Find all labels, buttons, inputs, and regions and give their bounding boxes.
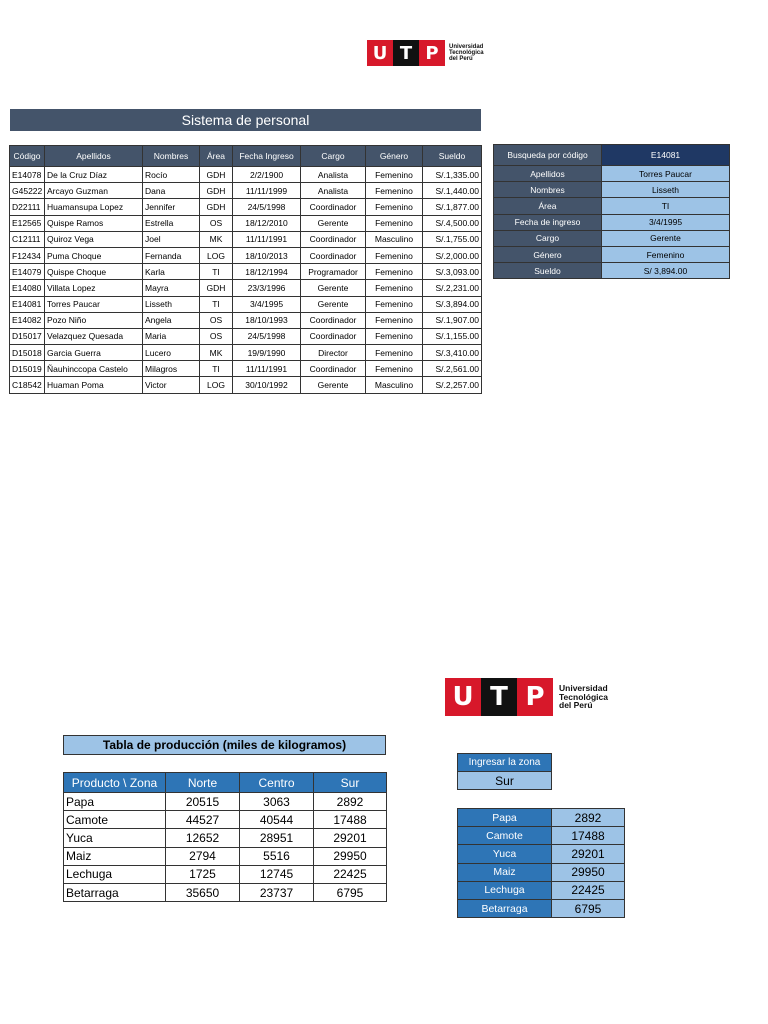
cell-area: GDH: [200, 183, 233, 199]
cell-area: MK: [200, 231, 233, 247]
logo-text: Universidad Tecnológica del Perú: [559, 682, 608, 711]
result-product: Papa: [458, 809, 552, 827]
cell-apellidos: Torres Paucar: [45, 296, 143, 312]
search-field-row: [494, 214, 730, 230]
cell-genero: Femenino: [366, 296, 423, 312]
cell-producto: Betarraga: [64, 883, 166, 901]
cell-codigo: D15017: [10, 328, 45, 344]
cell-cargo: Coordinador: [301, 199, 366, 215]
cell-producto: Camote: [64, 811, 166, 829]
cell-sueldo: S/.3,093.00: [423, 264, 482, 280]
production-title: Tabla de producción (miles de kilogramos): [63, 735, 386, 755]
cell-sueldo: S/.2,231.00: [423, 280, 482, 296]
cell-nombres: Karla: [143, 264, 200, 280]
cell-genero: Femenino: [366, 199, 423, 215]
table-row: [10, 231, 482, 247]
table-row: [458, 881, 625, 899]
cell-area: TI: [200, 264, 233, 280]
search-field-row: [494, 198, 730, 214]
cell-norte: 20515: [166, 793, 240, 811]
cell-norte: 1725: [166, 865, 240, 883]
result-value: 6795: [552, 899, 625, 917]
cell-norte: 12652: [166, 829, 240, 847]
cell-fecha: 3/4/1995: [233, 296, 301, 312]
search-field-label: Género: [494, 246, 602, 262]
result-value: 2892: [552, 809, 625, 827]
zone-label: Ingresar la zona: [458, 754, 552, 772]
cell-fecha: 2/2/1900: [233, 167, 301, 183]
col-header-producto: Producto \ Zona: [64, 773, 166, 793]
table-row: [10, 328, 482, 344]
cell-nombres: Mayra: [143, 280, 200, 296]
search-field-value: TI: [602, 198, 730, 214]
search-field-value: Gerente: [602, 230, 730, 246]
cell-producto: Lechuga: [64, 865, 166, 883]
cell-cargo: Gerente: [301, 377, 366, 393]
result-product: Betarraga: [458, 899, 552, 917]
cell-sueldo: S/.1,440.00: [423, 183, 482, 199]
cell-nombres: Lucero: [143, 345, 200, 361]
table-row: [64, 883, 387, 901]
cell-fecha: 11/11/1991: [233, 361, 301, 377]
cell-apellidos: Villata Lopez: [45, 280, 143, 296]
cell-area: LOG: [200, 377, 233, 393]
table-row: [10, 280, 482, 296]
table-row: [10, 361, 482, 377]
search-field-value: S/ 3,894.00: [602, 263, 730, 279]
table-row: [10, 167, 482, 183]
cell-apellidos: De la Cruz Díaz: [45, 167, 143, 183]
result-value: 22425: [552, 881, 625, 899]
table-row: [10, 215, 482, 231]
cell-area: TI: [200, 361, 233, 377]
table-row: [10, 247, 482, 263]
col-header-sueldo: Sueldo: [423, 146, 482, 167]
cell-genero: Femenino: [366, 167, 423, 183]
cell-fecha: 18/10/1993: [233, 312, 301, 328]
search-field-row: [494, 182, 730, 198]
cell-centro: 28951: [240, 829, 314, 847]
search-field-row: [494, 263, 730, 279]
cell-apellidos: Arcayo Guzman: [45, 183, 143, 199]
cell-apellidos: Quispe Ramos: [45, 215, 143, 231]
col-header-sur: Sur: [314, 773, 387, 793]
cell-sueldo: S/.3,410.00: [423, 345, 482, 361]
cell-cargo: Director: [301, 345, 366, 361]
cell-codigo: E14082: [10, 312, 45, 328]
search-field-row: [494, 230, 730, 246]
result-value: 29950: [552, 863, 625, 881]
cell-cargo: Coordinador: [301, 231, 366, 247]
search-field-value: 3/4/1995: [602, 214, 730, 230]
cell-nombres: Rocío: [143, 167, 200, 183]
col-header-nombres: Nombres: [143, 146, 200, 167]
cell-area: MK: [200, 345, 233, 361]
cell-sur: 17488: [314, 811, 387, 829]
cell-centro: 3063: [240, 793, 314, 811]
cell-codigo: C18542: [10, 377, 45, 393]
table-row: [458, 845, 625, 863]
cell-codigo: D15019: [10, 361, 45, 377]
cell-genero: Femenino: [366, 215, 423, 231]
cell-area: TI: [200, 296, 233, 312]
search-field-label: Área: [494, 198, 602, 214]
col-header-genero: Género: [366, 146, 423, 167]
col-header-apellidos: Apellidos: [45, 146, 143, 167]
search-field-value: Torres Paucar: [602, 166, 730, 182]
cell-cargo: Analista: [301, 183, 366, 199]
cell-genero: Femenino: [366, 328, 423, 344]
cell-area: OS: [200, 328, 233, 344]
cell-fecha: 23/3/1996: [233, 280, 301, 296]
cell-fecha: 24/5/1998: [233, 328, 301, 344]
search-field-row: [494, 246, 730, 262]
cell-nombres: Maria: [143, 328, 200, 344]
cell-area: OS: [200, 215, 233, 231]
cell-apellidos: Huamansupa Lopez: [45, 199, 143, 215]
staff-header-row: [10, 146, 482, 167]
cell-sur: 22425: [314, 865, 387, 883]
cell-producto: Maiz: [64, 847, 166, 865]
logo-letter-t: T: [393, 40, 419, 66]
cell-fecha: 11/11/1999: [233, 183, 301, 199]
search-code-input[interactable]: E14081: [602, 145, 730, 166]
result-value: 29201: [552, 845, 625, 863]
table-row: [64, 865, 387, 883]
search-field-value: Lisseth: [602, 182, 730, 198]
cell-nombres: Dana: [143, 183, 200, 199]
cell-genero: Femenino: [366, 312, 423, 328]
table-row: [64, 811, 387, 829]
production-header-row: [64, 773, 387, 793]
cell-cargo: Programador: [301, 264, 366, 280]
cell-apellidos: Velazquez Quesada: [45, 328, 143, 344]
cell-nombres: Victor: [143, 377, 200, 393]
cell-fecha: 18/12/1994: [233, 264, 301, 280]
cell-sueldo: S/.2,257.00: [423, 377, 482, 393]
cell-codigo: G45222: [10, 183, 45, 199]
cell-genero: Femenino: [366, 264, 423, 280]
cell-sur: 2892: [314, 793, 387, 811]
cell-cargo: Gerente: [301, 215, 366, 231]
search-field-label: Fecha de ingreso: [494, 214, 602, 230]
cell-codigo: E12565: [10, 215, 45, 231]
cell-nombres: Fernanda: [143, 247, 200, 263]
cell-norte: 35650: [166, 883, 240, 901]
table-row: [10, 199, 482, 215]
cell-fecha: 24/5/1998: [233, 199, 301, 215]
cell-producto: Papa: [64, 793, 166, 811]
cell-sueldo: S/.1,155.00: [423, 328, 482, 344]
logo-text: Universidad Tecnológica del Perú: [449, 43, 484, 63]
search-header-label: Busqueda por código: [494, 145, 602, 166]
cell-fecha: 11/11/1991: [233, 231, 301, 247]
cell-centro: 23737: [240, 883, 314, 901]
cell-area: OS: [200, 312, 233, 328]
search-field-value: Femenino: [602, 246, 730, 262]
cell-genero: Femenino: [366, 280, 423, 296]
cell-apellidos: Quiroz Vega: [45, 231, 143, 247]
cell-sur: 29950: [314, 847, 387, 865]
col-header-fecha: Fecha Ingreso: [233, 146, 301, 167]
col-header-area: Área: [200, 146, 233, 167]
zone-query-table: [457, 753, 552, 790]
search-field-row: [494, 166, 730, 182]
cell-area: GDH: [200, 280, 233, 296]
table-row: [10, 312, 482, 328]
search-table: [493, 144, 730, 279]
cell-area: GDH: [200, 199, 233, 215]
cell-sueldo: S/.1,877.00: [423, 199, 482, 215]
cell-apellidos: Puma Choque: [45, 247, 143, 263]
cell-nombres: Lisseth: [143, 296, 200, 312]
production-table: [63, 772, 387, 902]
table-row: [10, 296, 482, 312]
table-row: [10, 183, 482, 199]
cell-sur: 29201: [314, 829, 387, 847]
col-header-centro: Centro: [240, 773, 314, 793]
table-row: [458, 863, 625, 881]
cell-norte: 44527: [166, 811, 240, 829]
table-row: [64, 793, 387, 811]
cell-genero: Masculino: [366, 231, 423, 247]
cell-codigo: E14081: [10, 296, 45, 312]
cell-fecha: 19/9/1990: [233, 345, 301, 361]
search-field-label: Apellidos: [494, 166, 602, 182]
result-product: Maiz: [458, 863, 552, 881]
cell-genero: Femenino: [366, 345, 423, 361]
cell-cargo: Coordinador: [301, 328, 366, 344]
table-row: [458, 827, 625, 845]
result-value: 17488: [552, 827, 625, 845]
cell-fecha: 18/10/2013: [233, 247, 301, 263]
cell-area: LOG: [200, 247, 233, 263]
result-product: Camote: [458, 827, 552, 845]
logo-letter-p: P: [517, 678, 553, 716]
zone-input[interactable]: Sur: [458, 772, 552, 790]
cell-codigo: E14080: [10, 280, 45, 296]
cell-nombres: Joel: [143, 231, 200, 247]
cell-cargo: Gerente: [301, 280, 366, 296]
cell-apellidos: Pozo Niño: [45, 312, 143, 328]
cell-fecha: 30/10/1992: [233, 377, 301, 393]
cell-apellidos: Garcia Guerra: [45, 345, 143, 361]
logo-letter-u: U: [367, 40, 393, 66]
table-row: [10, 264, 482, 280]
cell-cargo: Analista: [301, 167, 366, 183]
cell-producto: Yuca: [64, 829, 166, 847]
cell-sueldo: S/.3,894.00: [423, 296, 482, 312]
cell-genero: Femenino: [366, 247, 423, 263]
cell-sueldo: S/.2,000.00: [423, 247, 482, 263]
cell-nombres: Angela: [143, 312, 200, 328]
search-field-label: Nombres: [494, 182, 602, 198]
staff-title: Sistema de personal: [10, 109, 481, 131]
cell-codigo: E14078: [10, 167, 45, 183]
cell-apellidos: Huaman Poma: [45, 377, 143, 393]
col-header-codigo: Código: [10, 146, 45, 167]
cell-nombres: Milagros: [143, 361, 200, 377]
utp-logo-top: [367, 40, 484, 66]
cell-cargo: Coordinador: [301, 312, 366, 328]
cell-cargo: Coordinador: [301, 247, 366, 263]
cell-sueldo: S/.1,755.00: [423, 231, 482, 247]
table-row: [64, 829, 387, 847]
cell-codigo: D22111: [10, 199, 45, 215]
result-product: Yuca: [458, 845, 552, 863]
cell-genero: Masculino: [366, 377, 423, 393]
cell-cargo: Gerente: [301, 296, 366, 312]
cell-centro: 40544: [240, 811, 314, 829]
cell-nombres: Jennifer: [143, 199, 200, 215]
cell-sueldo: S/.1,907.00: [423, 312, 482, 328]
table-row: [458, 809, 625, 827]
col-header-norte: Norte: [166, 773, 240, 793]
cell-fecha: 18/12/2010: [233, 215, 301, 231]
cell-apellidos: Ñauhinccopa Castelo: [45, 361, 143, 377]
cell-norte: 2794: [166, 847, 240, 865]
cell-nombres: Estrella: [143, 215, 200, 231]
logo-letter-t: T: [481, 678, 517, 716]
search-field-label: Cargo: [494, 230, 602, 246]
cell-apellidos: Quispe Choque: [45, 264, 143, 280]
search-field-label: Sueldo: [494, 263, 602, 279]
col-header-cargo: Cargo: [301, 146, 366, 167]
cell-codigo: C12111: [10, 231, 45, 247]
cell-sueldo: S/.4,500.00: [423, 215, 482, 231]
cell-centro: 5516: [240, 847, 314, 865]
utp-logo-bottom: [445, 678, 608, 716]
table-row: [64, 847, 387, 865]
cell-sueldo: S/.2,561.00: [423, 361, 482, 377]
logo-letter-u: U: [445, 678, 481, 716]
zone-results-table: [457, 808, 625, 918]
table-row: [458, 899, 625, 917]
cell-sur: 6795: [314, 883, 387, 901]
result-product: Lechuga: [458, 881, 552, 899]
staff-table: [9, 145, 482, 394]
logo-letter-p: P: [419, 40, 445, 66]
cell-cargo: Coordinador: [301, 361, 366, 377]
cell-codigo: D15018: [10, 345, 45, 361]
cell-genero: Femenino: [366, 183, 423, 199]
cell-centro: 12745: [240, 865, 314, 883]
cell-codigo: E14079: [10, 264, 45, 280]
cell-sueldo: S/.1,335.00: [423, 167, 482, 183]
table-row: [10, 377, 482, 393]
cell-codigo: F12434: [10, 247, 45, 263]
cell-area: GDH: [200, 167, 233, 183]
search-header-row: [494, 145, 730, 166]
table-row: [10, 345, 482, 361]
cell-genero: Femenino: [366, 361, 423, 377]
